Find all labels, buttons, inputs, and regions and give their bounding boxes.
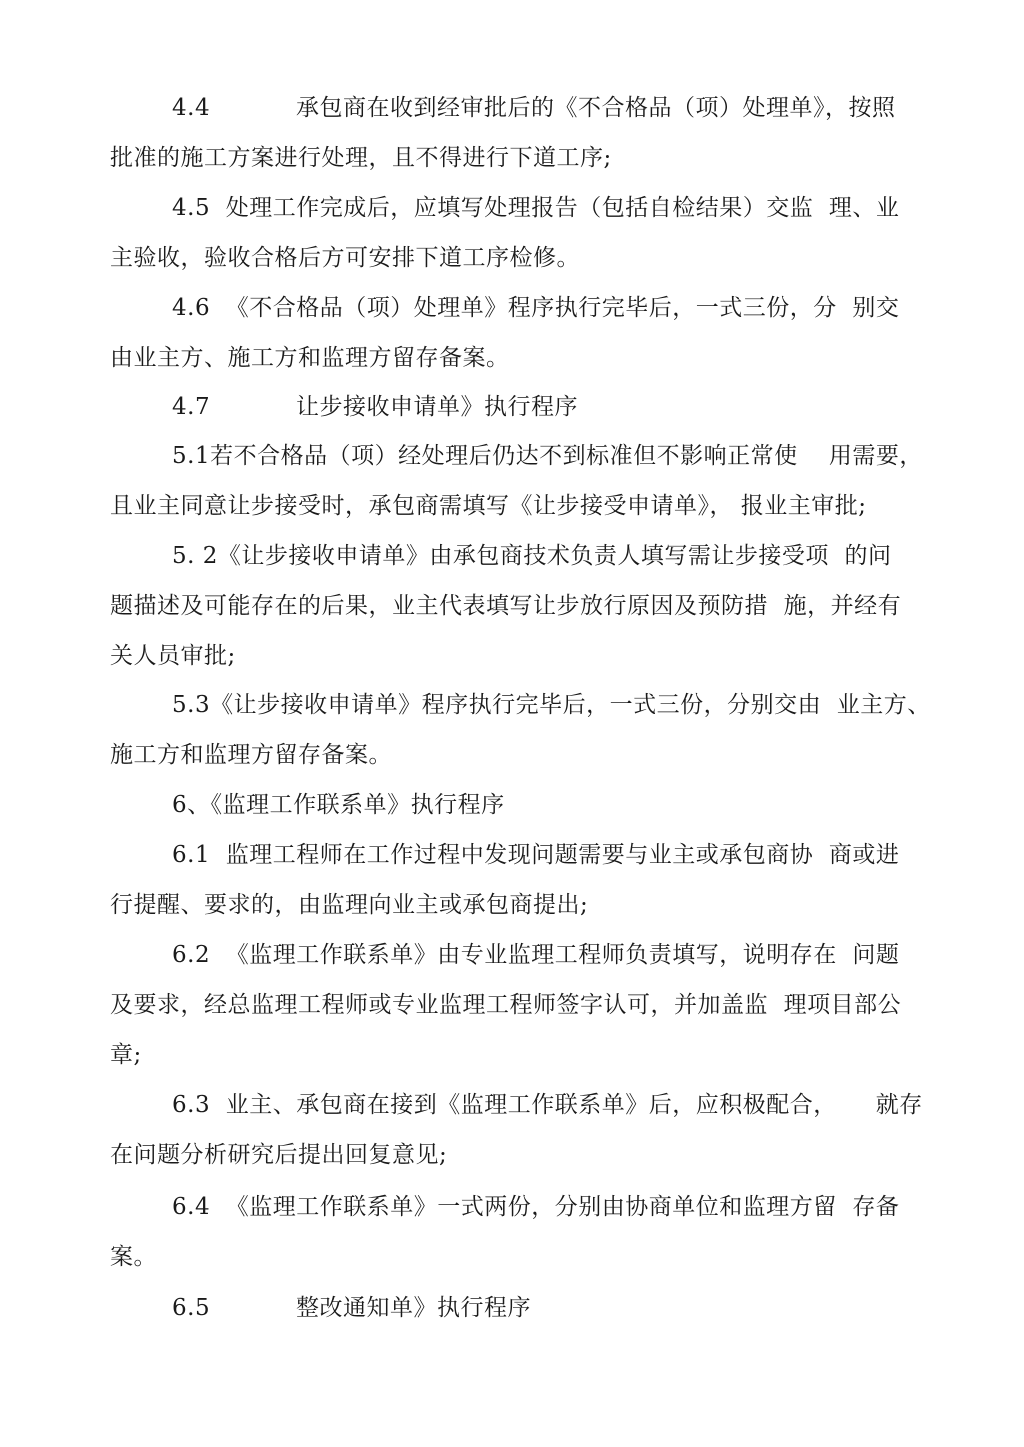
paragraph-line: 4.4 承包商在收到经审批后的《不合格品（项）处理单》，按照 <box>172 95 896 121</box>
paragraph-line: 及要求，经总监理工程师或专业监理工程师签字认可，并加盖监 理项目部公 <box>110 992 902 1018</box>
paragraph-line: 批准的施工方案进行处理，且不得进行下道工序; <box>110 145 612 171</box>
paragraph-line: 关人员审批; <box>110 643 236 669</box>
paragraph-line: 6.5 整改通知单》执行程序 <box>172 1295 531 1321</box>
paragraph-line: 章; <box>110 1042 142 1068</box>
paragraph-line: 5.3《让步接收申请单》程序执行完毕后，一式三份，分别交由 业主方、 <box>172 692 931 718</box>
paragraph-line: 主验收，验收合格后方可安排下道工序检修。 <box>110 245 580 271</box>
paragraph-line: 4.5 处理工作完成后，应填写处理报告（包括自检结果）交监 理、业 <box>172 195 900 221</box>
paragraph-line: 题描述及可能存在的后果，业主代表填写让步放行原因及预防措 施，并经有 <box>110 593 902 619</box>
paragraph-line: 5.1若不合格品（项）经处理后仍达不到标准但不影响正常使 用需要， <box>172 443 923 469</box>
paragraph-line: 6.4 《监理工作联系单》一式两份，分别由协商单位和监理方留 存备 <box>172 1194 900 1220</box>
paragraph-line: 在问题分析研究后提出回复意见; <box>110 1142 448 1168</box>
paragraph-line: 6.3 业主、承包商在接到《监理工作联系单》后，应积极配合， 就存 <box>172 1092 923 1118</box>
paragraph-line: 由业主方、施工方和监理方留存备案。 <box>110 345 510 371</box>
paragraph-line: 4.7 让步接收申请单》执行程序 <box>172 394 578 420</box>
paragraph-line: 行提醒、要求的，由监理向业主或承包商提出; <box>110 892 589 918</box>
paragraph-line: 且业主同意让步接受时，承包商需填写《让步接受申请单》， 报业主审批; <box>110 493 867 519</box>
paragraph-line: 5. 2《让步接收申请单》由承包商技术负责人填写需让步接受项 的问 <box>172 543 892 569</box>
paragraph-line: 4.6 《不合格品（项）处理单》程序执行完毕后，一式三份，分 别交 <box>172 295 900 321</box>
paragraph-line: 6.1 监理工程师在工作过程中发现问题需要与业主或承包商协 商或进 <box>172 842 900 868</box>
section-heading: 6、《监理工作联系单》执行程序 <box>172 792 505 818</box>
paragraph-line: 6.2 《监理工作联系单》由专业监理工程师负责填写，说明存在 问题 <box>172 942 900 968</box>
paragraph-line: 施工方和监理方留存备案。 <box>110 742 392 768</box>
paragraph-line: 案。 <box>110 1244 157 1270</box>
